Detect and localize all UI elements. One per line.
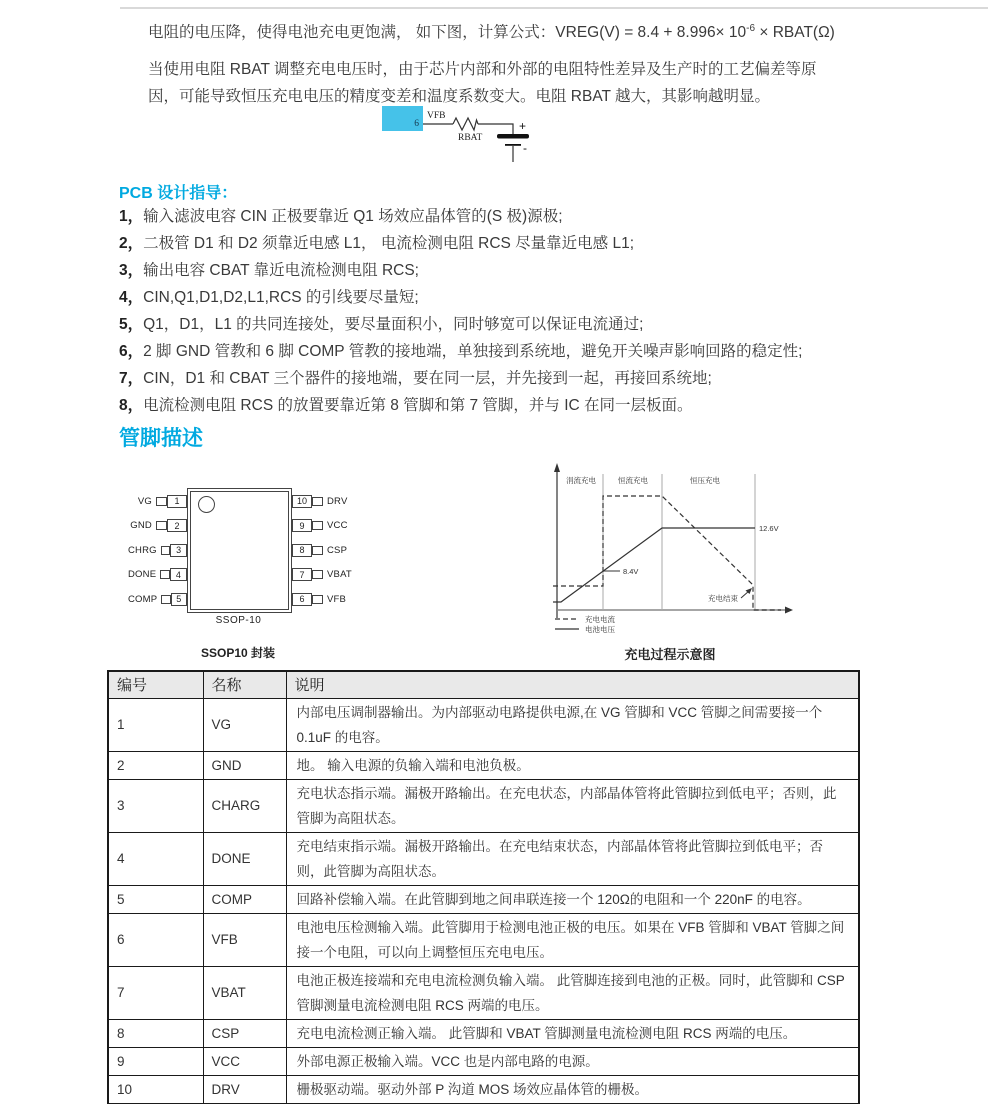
pin-name-cell: DONE bbox=[203, 832, 286, 885]
table-row bbox=[108, 832, 859, 885]
pin-number-cell: 9 bbox=[108, 1047, 203, 1075]
v-low-label: 8.4V bbox=[623, 567, 639, 576]
pin-name: DRV bbox=[327, 495, 348, 507]
pin-number-cell: 6 bbox=[108, 913, 203, 966]
table-row bbox=[108, 751, 859, 779]
ssop10-package-figure bbox=[128, 484, 383, 634]
pin-name: CHRG bbox=[128, 544, 157, 556]
item-text: 电流检测电阻 RCS 的放置要靠近第 8 管脚和第 7 管脚，并与 IC 在同一层板面。 bbox=[143, 397, 693, 414]
v-high-label: 12.6V bbox=[759, 524, 779, 533]
table-row bbox=[108, 885, 859, 913]
pin-number: 10 bbox=[292, 495, 312, 508]
item-number: 4， bbox=[119, 289, 144, 306]
pin-name-cell: VG bbox=[203, 698, 286, 751]
item-text: Q1，D1，L1 的共同连接处，要尽量面积小，同时够宽可以保证电流通过; bbox=[143, 316, 644, 333]
table-row bbox=[108, 1075, 859, 1104]
pin-stub bbox=[312, 595, 323, 604]
pcb-guide-item bbox=[119, 392, 989, 419]
pcb-guide-list bbox=[119, 203, 989, 419]
pin-name-cell: COMP bbox=[203, 885, 286, 913]
item-number: 1， bbox=[119, 208, 144, 225]
pin-desc-cell: 回路补偿输入端。在此管脚到地之间串联连接一个 120Ω的电阻和一个 220nF 的电容。 bbox=[286, 885, 859, 913]
x-axis-arrow bbox=[785, 607, 793, 614]
left-pin-column bbox=[128, 494, 187, 606]
paragraph-line: 因，可能导致恒压充电电压的精度变差和温度系数变大。电阻 RBAT 越大，其影响越明显。 bbox=[148, 88, 771, 105]
pin-stub bbox=[312, 570, 323, 579]
charge-end-label: 充电结束 bbox=[708, 594, 738, 603]
pin-name-cell: GND bbox=[203, 751, 286, 779]
pin-name: VG bbox=[137, 495, 152, 507]
chip-body bbox=[187, 488, 292, 613]
pin-stub bbox=[312, 546, 323, 555]
vfb-rbat-circuit-figure bbox=[365, 103, 645, 175]
table-header-row bbox=[108, 671, 859, 698]
charge-process-figure bbox=[545, 458, 890, 640]
table-row bbox=[108, 1019, 859, 1047]
pin-name: GND bbox=[130, 520, 152, 531]
pin-row bbox=[128, 494, 187, 508]
package-caption: SSOP10 封装 bbox=[200, 646, 276, 660]
region-cv-label: 恒压充电 bbox=[690, 476, 720, 485]
pin6-number: 6 bbox=[414, 119, 419, 129]
pin-row bbox=[128, 543, 187, 557]
pin-desc-cell: 电池电压检测输入端。此管脚用于检测电池正极的电压。如果在 VFB 管脚和 VBAT 管脚之间接一个电阻，可以向上调整恒压充电电压。 bbox=[286, 913, 859, 966]
battery-voltage-curve bbox=[553, 528, 755, 602]
pin-name-cell: VBAT bbox=[203, 966, 286, 1019]
formula-post: × RBAT(Ω) bbox=[755, 24, 835, 42]
package-name: SSOP-10 bbox=[215, 615, 262, 626]
pin-row bbox=[292, 494, 382, 508]
table-row bbox=[108, 913, 859, 966]
pin-number-cell: 2 bbox=[108, 751, 203, 779]
pin-name: DONE bbox=[128, 569, 157, 580]
pin-desc-cell: 外部电源正极输入端。VCC 也是内部电路的电源。 bbox=[286, 1047, 859, 1075]
pin-number: 6 bbox=[292, 593, 312, 606]
battery-minus-sign: - bbox=[523, 141, 527, 155]
circuit-svg bbox=[365, 103, 645, 175]
pin-stub bbox=[160, 570, 170, 579]
rbat-label: RBAT bbox=[458, 133, 483, 143]
pin-number: 5 bbox=[171, 593, 187, 606]
item-number: 6， bbox=[119, 343, 144, 360]
pin-desc-cell: 内部电压调制器输出。为内部驱动电路提供电源,在 VG 管脚和 VCC 管脚之间需要接一个 0.1uF 的电容。 bbox=[286, 698, 859, 751]
vfb-net-label: VFB bbox=[427, 111, 446, 121]
battery-negative-plate bbox=[505, 144, 521, 146]
item-text: 输入滤波电容 CIN 正极要靠近 Q1 场效应晶体管的(S 极)源极; bbox=[143, 208, 563, 225]
pin-desc-cell: 地。 输入电源的负输入端和电池负极。 bbox=[286, 751, 859, 779]
pin-stub bbox=[161, 546, 170, 555]
pin-stub bbox=[312, 497, 323, 506]
item-number: 8， bbox=[119, 397, 144, 414]
header-pin-number: 编号 bbox=[108, 671, 203, 698]
pin-number: 7 bbox=[292, 568, 312, 581]
formula-exponent: -6 bbox=[746, 23, 756, 34]
pin-number: 2 bbox=[167, 519, 187, 532]
pin-name: VFB bbox=[327, 593, 347, 605]
battery-positive-plate bbox=[497, 134, 529, 139]
right-pin-column bbox=[292, 494, 382, 606]
pin-row bbox=[128, 568, 187, 582]
pin-description-heading: 管脚描述 bbox=[119, 427, 203, 450]
formula-pre: 电阻的电压降，使得电池充电更饱满， 如下图，计算公式：VREG(V) = 8.4 + 8.996× 10 bbox=[148, 24, 747, 42]
pin-number-cell: 4 bbox=[108, 832, 203, 885]
pin-row bbox=[128, 519, 187, 533]
pcb-guide-item bbox=[119, 257, 989, 284]
pin-name-cell: VFB bbox=[203, 913, 286, 966]
pin-name-cell: CHARG bbox=[203, 779, 286, 832]
pin1-indicator-circle bbox=[198, 496, 215, 513]
pin-number-cell: 5 bbox=[108, 885, 203, 913]
table-row bbox=[108, 698, 859, 751]
pin-desc-cell: 充电电流检测正输入端。 此管脚和 VBAT 管脚测量电流检测电阻 RCS 两端的电压。 bbox=[286, 1019, 859, 1047]
table-row bbox=[108, 779, 859, 832]
pin-number: 4 bbox=[170, 568, 187, 581]
item-text: 输出电容 CBAT 靠近电流检测电阻 RCS; bbox=[143, 262, 419, 279]
charge-chart-svg bbox=[545, 458, 890, 640]
pin-name-cell: VCC bbox=[203, 1047, 286, 1075]
pin-name: VBAT bbox=[327, 569, 352, 580]
pin-desc-cell: 充电状态指示端。漏极开路输出。在充电状态，内部晶体管将此管脚拉到低电平；否则，此管脚为高阻状态。 bbox=[286, 779, 859, 832]
header-pin-desc: 说明 bbox=[286, 671, 859, 698]
intro-formula-paragraph bbox=[148, 16, 988, 46]
pin-name: VCC bbox=[327, 520, 348, 531]
pin-number: 1 bbox=[167, 495, 187, 508]
item-number: 7， bbox=[119, 370, 144, 387]
pin-name-cell: CSP bbox=[203, 1019, 286, 1047]
pcb-guide-item bbox=[119, 338, 989, 365]
pin-number: 9 bbox=[292, 519, 312, 532]
region-cc-label: 恒流充电 bbox=[618, 476, 648, 485]
item-text: CIN,Q1,D1,D2,L1,RCS 的引线要尽量短; bbox=[143, 289, 419, 306]
pcb-guide-item bbox=[119, 311, 989, 338]
pcb-guide-item bbox=[119, 203, 989, 230]
item-number: 5， bbox=[119, 316, 144, 333]
pin-stub bbox=[156, 521, 167, 530]
legend-current-label: 充电电流 bbox=[585, 615, 615, 624]
region-trickle-label: 涓流充电 bbox=[566, 476, 596, 485]
resistor-symbol bbox=[453, 118, 478, 130]
pin-stub bbox=[161, 595, 170, 604]
pin-number-cell: 3 bbox=[108, 779, 203, 832]
table-row bbox=[108, 966, 859, 1019]
pcb-guide-item bbox=[119, 284, 989, 311]
pin-desc-cell: 栅极驱动端。驱动外部 P 沟道 MOS 场效应晶体管的栅极。 bbox=[286, 1075, 859, 1104]
pin-row bbox=[128, 592, 187, 606]
pin-description-table bbox=[107, 670, 860, 1104]
pin-row bbox=[292, 543, 382, 557]
pin-desc-cell: 电池正极连接端和充电电流检测负输入端。 此管脚连接到电池的正极。同时，此管脚和 CSP 管脚测量电流检测电阻 RCS 两端的电压。 bbox=[286, 966, 859, 1019]
pin-stub bbox=[312, 521, 323, 530]
header-pin-name: 名称 bbox=[203, 671, 286, 698]
pin-row bbox=[292, 519, 382, 533]
pin-number-cell: 1 bbox=[108, 698, 203, 751]
item-text: 二极管 D1 和 D2 须靠近电感 L1， 电流检测电阻 RCS 尽量靠近电感 L1; bbox=[143, 235, 635, 252]
pin-stub bbox=[156, 497, 167, 506]
pin-row bbox=[292, 568, 382, 582]
page-top-divider bbox=[120, 7, 988, 9]
pin-number-cell: 8 bbox=[108, 1019, 203, 1047]
pin-number: 3 bbox=[170, 544, 187, 557]
legend-voltage-label: 电池电压 bbox=[585, 625, 615, 634]
charge-chart-caption: 充电过程示意图 bbox=[624, 647, 716, 662]
pin-number: 8 bbox=[292, 544, 312, 557]
pcb-guide-heading: PCB 设计指导： bbox=[119, 185, 238, 202]
pin-number-cell: 10 bbox=[108, 1075, 203, 1104]
pin-name-cell: DRV bbox=[203, 1075, 286, 1104]
y-axis-arrow bbox=[554, 463, 560, 472]
pin-row bbox=[292, 592, 382, 606]
item-number: 2， bbox=[119, 235, 144, 252]
pin-desc-cell: 充电结束指示端。漏极开路输出。在充电结束状态，内部晶体管将此管脚拉到低电平；否则，此管脚为高阻状态。 bbox=[286, 832, 859, 885]
pcb-guide-item bbox=[119, 230, 989, 257]
battery-plus-sign: + bbox=[519, 119, 527, 133]
pin-number-cell: 7 bbox=[108, 966, 203, 1019]
item-number: 3， bbox=[119, 262, 144, 279]
table-row bbox=[108, 1047, 859, 1075]
rbat-note-paragraph bbox=[148, 56, 988, 110]
item-text: CIN，D1 和 CBAT 三个器件的接地端，要在同一层，并先接到一起，再接回系统地; bbox=[143, 370, 712, 387]
pin-name: CSP bbox=[327, 544, 348, 556]
item-text: 2 脚 GND 管教和 6 脚 COMP 管教的接地端，单独接到系统地，避免开关噪声影响回路的稳定性; bbox=[143, 343, 803, 360]
pcb-guide-item bbox=[119, 365, 989, 392]
pin-name: COMP bbox=[128, 593, 158, 605]
paragraph-line: 当使用电阻 RBAT 调整充电电压时，由于芯片内部和外部的电阻特性差异及生产时的工艺偏差等原 bbox=[148, 61, 817, 78]
